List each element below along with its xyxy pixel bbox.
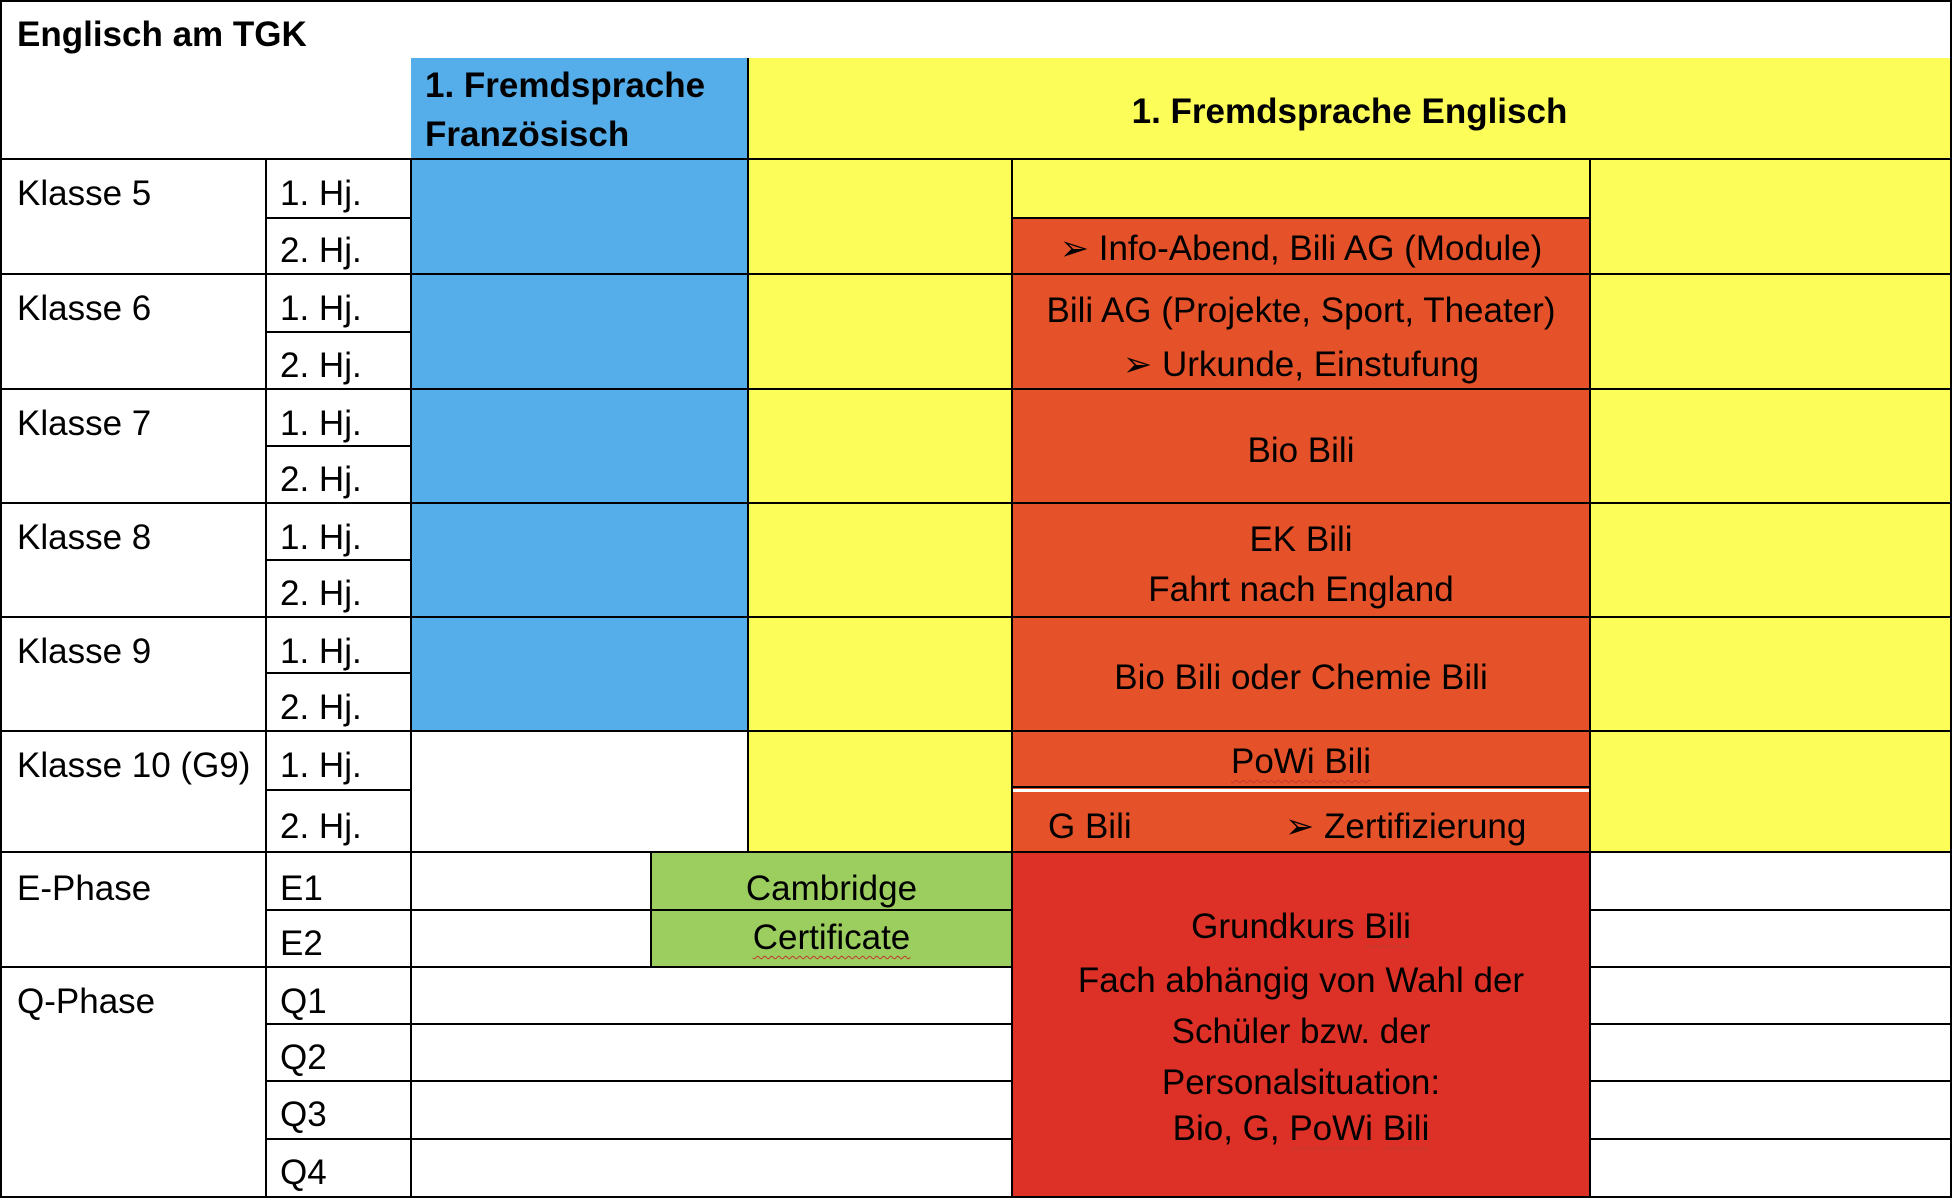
cambridge-line1: Cambridge xyxy=(745,869,918,908)
bili-k10-h2-left-text: G Bili xyxy=(1048,807,1132,846)
bili-k5-text: ➢ Info-Abend, Bili AG (Module) xyxy=(1059,229,1543,268)
row-label-q-phase: Q-Phase xyxy=(17,982,156,1021)
term-label: 2. Hj. xyxy=(280,231,362,270)
term-label: 2. Hj. xyxy=(280,346,362,385)
term-label: Q1 xyxy=(280,982,327,1021)
term-label: 2. Hj. xyxy=(280,807,362,846)
term-label: 1. Hj. xyxy=(280,289,362,328)
row-label-klasse-5: Klasse 5 xyxy=(17,174,152,213)
term-label: Q3 xyxy=(280,1095,327,1134)
row-label-klasse-10: Klasse 10 (G9) xyxy=(17,746,251,785)
english-right-column-fill xyxy=(1590,160,1951,853)
page-title: Englisch am TGK xyxy=(17,15,307,54)
bili-oberstufe-line1: Grundkurs Bili xyxy=(1191,907,1411,946)
english-header-label: 1. Fremdsprache Englisch xyxy=(1131,92,1568,131)
french-header-label: 1. Fremdsprache Französisch xyxy=(425,66,706,154)
bili-k6-text: Bili AG (Projekte, Sport, Theater) ➢ Urkunde, Einstufung xyxy=(1046,291,1556,384)
bili-k8-text: EK Bili Fahrt nach England xyxy=(1148,520,1454,609)
row-label-klasse-9: Klasse 9 xyxy=(17,632,152,671)
term-label: 2. Hj. xyxy=(280,460,362,499)
row-label-e-phase: E-Phase xyxy=(17,869,152,908)
term-label: 1. Hj. xyxy=(280,518,362,557)
term-label: E2 xyxy=(280,924,323,963)
term-label: 2. Hj. xyxy=(280,574,362,613)
term-label: 1. Hj. xyxy=(280,632,362,671)
term-label: 2. Hj. xyxy=(280,688,362,727)
row-label-klasse-8: Klasse 8 xyxy=(17,518,152,557)
k5-h1-bili-cell xyxy=(1012,160,1590,217)
term-label: 1. Hj. xyxy=(280,746,362,785)
bili-k9-text: Bio Bili oder Chemie Bili xyxy=(1114,658,1488,697)
term-label: Q4 xyxy=(280,1153,327,1192)
term-label: Q2 xyxy=(280,1038,327,1077)
bili-oberstufe-body: Fach abhängig von Wahl der Schüler bzw. der Personalsituation: xyxy=(1077,961,1525,1102)
english-regular-column-fill xyxy=(748,160,1012,853)
term-label: 1. Hj. xyxy=(280,404,362,443)
row-label-klasse-7: Klasse 7 xyxy=(17,404,152,443)
bili-k10-h1-text: PoWi Bili xyxy=(1230,742,1372,781)
bili-k10-h2-right-text: ➢ Zertifizierung xyxy=(1285,807,1527,846)
bili-oberstufe-last-line: Bio, G, PoWi Bili xyxy=(1172,1109,1430,1148)
row-label-klasse-6: Klasse 6 xyxy=(17,289,152,328)
term-label: E1 xyxy=(280,869,323,908)
french-column-fill xyxy=(411,160,748,731)
cambridge-line2: Certificate xyxy=(752,918,911,957)
term-label: 1. Hj. xyxy=(280,174,362,213)
bili-k7-text: Bio Bili xyxy=(1247,431,1355,470)
